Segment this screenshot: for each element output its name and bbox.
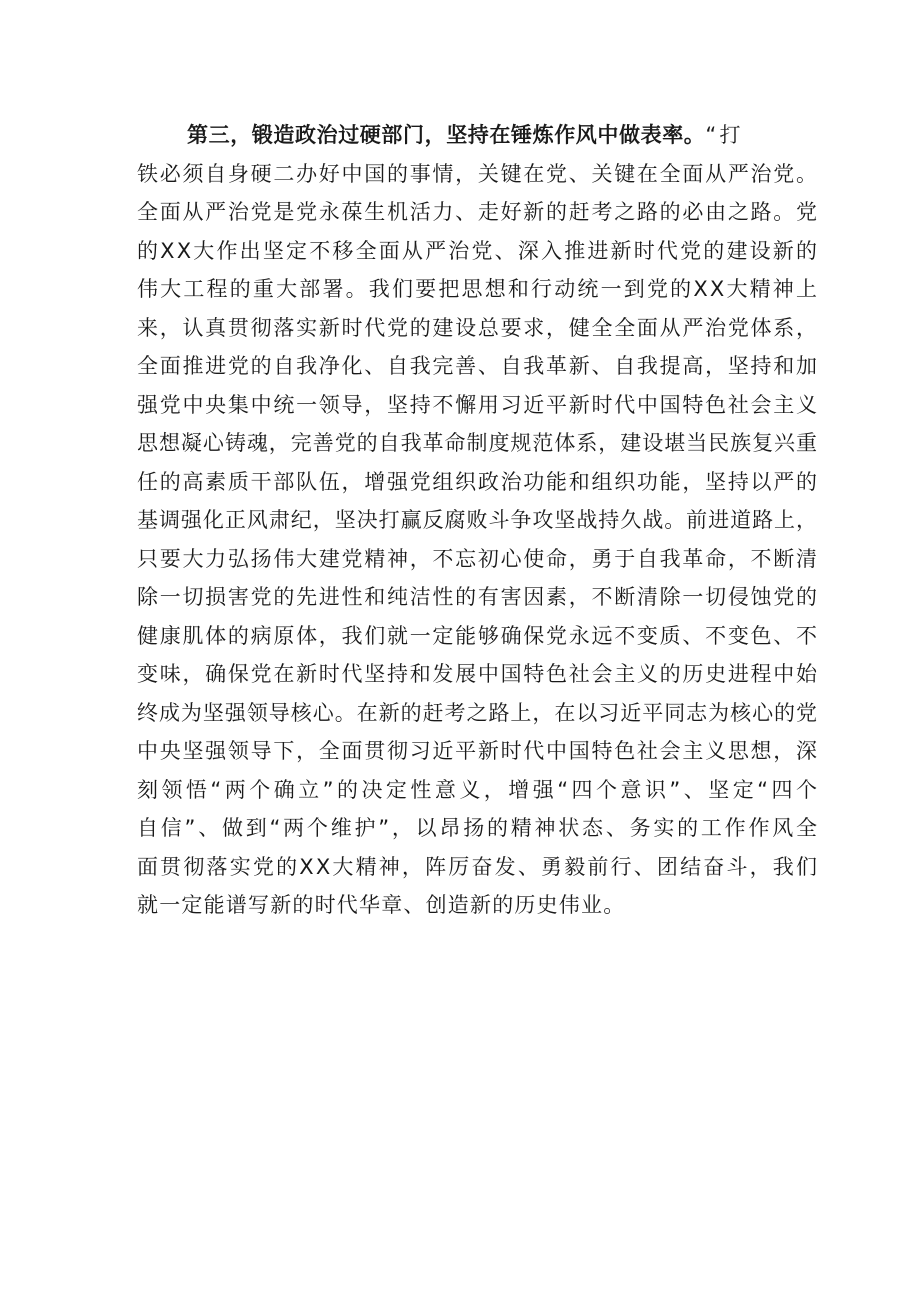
- paragraph-line: 来，认真贯彻落实新时代党的建设总要求，健全全面从严治党体系，: [137, 315, 819, 340]
- paragraph-line: 只要大力弘扬伟大建党精神，不忘初心使命，勇于自我革命，不断清: [137, 546, 819, 571]
- paragraph-line: 面贯彻落实党的XX大精神，阵厉奋发、勇毅前行、团结奋斗，我们: [137, 854, 820, 879]
- paragraph-line: 终成为坚强领导核心。在新的赶考之路上，在以习近平同志为核心的党: [137, 700, 818, 725]
- paragraph-line: 健康肌体的病原体，我们就一定能够确保党永远不变质、不变色、不: [137, 623, 819, 648]
- paragraph-line: 全面推进党的自我净化、自我完善、自我革新、自我提高，坚持和加: [137, 354, 819, 378]
- paragraph-line: 就一定能谱写新的时代华章、创造新的历史伟业。: [137, 893, 626, 917]
- paragraph-line: 中央坚强领导下，全面贯彻习近平新时代中国特色社会主义思想，深: [137, 739, 819, 763]
- paragraph-line: 任的高素质干部队伍，增强党组织政治功能和组织功能，坚持以严的: [137, 469, 819, 494]
- paragraph-line: 的XX大作出坚定不移全面从严治党、深入推进新时代党的建设新的: [137, 238, 820, 263]
- paragraph-line: 全面从严治党是党永葆生机活力、走好新的赶考之路的必由之路。党: [137, 200, 819, 224]
- paragraph-line-1: [137, 116, 817, 155]
- heading-line-tail: “打: [705, 123, 744, 147]
- paragraph-line: 思想凝心铸魂，完善党的自我革命制度规范体系，建设堪当民族复兴重: [137, 431, 818, 455]
- paragraph-line: 铁必须自身硬二办好中国的事情，关键在党、关键在全面从严治党。: [137, 161, 819, 186]
- paragraph-line: 基调强化正风肃纪，坚决打赢反腐败斗争攻坚战持久战。前进道路上，: [137, 508, 818, 532]
- paragraph-line: 除一切损害党的先进性和纯洁性的有害因素，不断清除一切侵蚀党的: [137, 585, 819, 609]
- paragraph-line: 变味，确保党在新时代坚持和发展中国特色社会主义的历史进程中始: [137, 662, 819, 686]
- section-heading: 第三，锻造政治过硬部门，坚持在锤炼作风中做表率。: [187, 123, 706, 147]
- paragraph-line: 伟大工程的重大部署。我们要把思想和行动统一到党的XX大精神上: [137, 277, 820, 301]
- paragraph-line: 强党中央集中统一领导，坚持不懈用习近平新时代中国特色社会主义: [137, 392, 819, 417]
- paragraph-line: 刻领悟“两个确立”的决定性意义，增强“四个意识”、坚定“四个: [137, 777, 821, 802]
- paragraph-line: 自信”、做到“两个维护”，以昂扬的精神状态、务实的工作作风全: [137, 816, 820, 840]
- body-paragraph: [137, 116, 821, 925]
